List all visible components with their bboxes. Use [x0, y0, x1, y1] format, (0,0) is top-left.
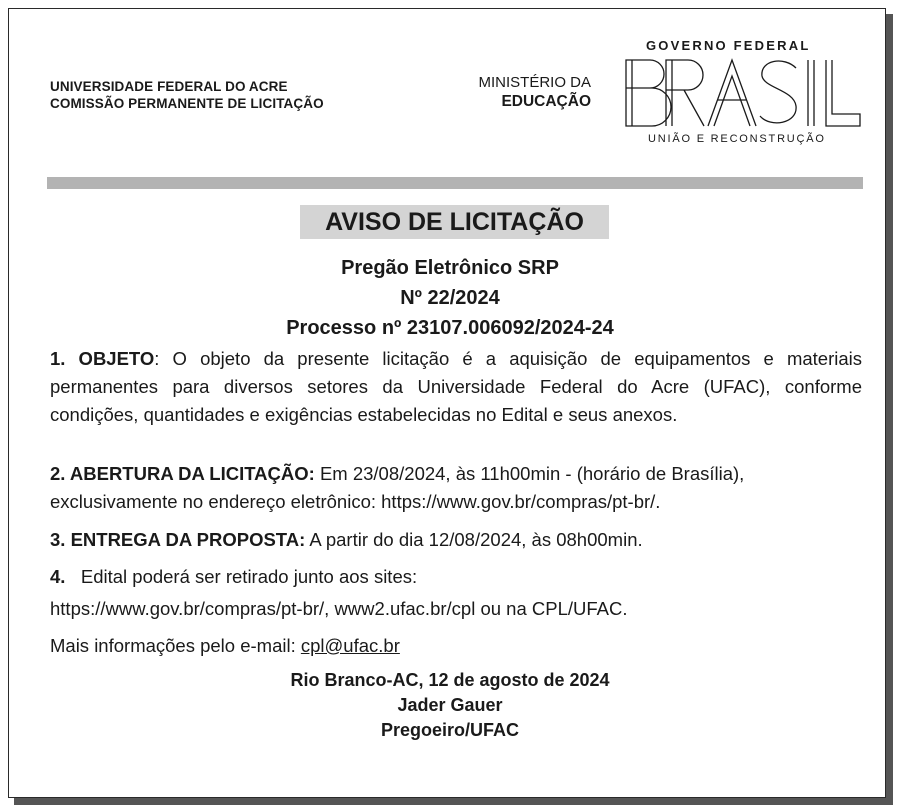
signature-role: Pregoeiro/UFAC	[380, 720, 520, 740]
item-abertura	[50, 460, 862, 516]
ministry-header	[454, 73, 591, 111]
item-abertura-label: 2. ABERTURA DA LICITAÇÃO:	[50, 463, 315, 484]
item-edital	[50, 563, 862, 591]
item-objeto	[50, 345, 862, 429]
item-sites: https://www.gov.br/compras/pt-br/, www2.ufac.br/cpl ou na CPL/UFAC.	[50, 598, 628, 619]
signature-place-date: Rio Branco-AC, 12 de agosto de 2024	[290, 670, 610, 690]
contact-info-text: Mais informações pelo e-mail:	[50, 635, 301, 656]
contact-email-link[interactable]: cpl@ufac.br	[300, 635, 400, 656]
ministry-line2: EDUCAÇÃO	[501, 93, 591, 110]
item-entrega-label: 3. ENTREGA DA PROPOSTA:	[50, 529, 306, 550]
gov-subtitle: UNIÃO E RECONSTRUÇÃO	[648, 133, 826, 145]
header-divider	[47, 177, 863, 189]
frame-shadow-bottom	[14, 797, 893, 805]
signature-name: Jader Gauer	[397, 695, 503, 715]
item-entrega-text: A partir do dia 12/08/2024, às 08h00min.	[305, 529, 643, 550]
ministry-line1: MINISTÉRIO DA	[478, 74, 591, 91]
notice-subtitle-modality: Pregão Eletrônico SRP	[341, 257, 559, 279]
item-abertura-text: Em 23/08/2024, às 11h00min - (horário de Brasília), exclusivamente no endereço eletrônico: https://www.gov.br/compras/pt-br/.	[50, 463, 745, 512]
brasil-logo	[624, 58, 862, 128]
notice-subtitle-process: Processo nº 23107.006092/2024-24	[286, 317, 614, 339]
item-edital-text: Edital poderá ser retirado junto aos sites:	[65, 566, 418, 587]
commission-name: COMISSÃO PERMANENTE DE LICITAÇÃO	[50, 96, 324, 111]
item-objeto-label: 1. OBJETO	[50, 348, 155, 369]
item-entrega	[50, 526, 862, 554]
institution-name: UNIVERSIDADE FEDERAL DO ACRE	[50, 79, 288, 94]
item-edital-label: 4.	[50, 566, 66, 587]
notice-title: AVISO DE LICITAÇÃO	[300, 205, 609, 239]
notice-subtitle-number: Nº 22/2024	[400, 287, 500, 309]
item-objeto-text: : O objeto da presente licitação é a aquisição de equipamentos e materiais permanentes para diversos setores da Universidade Federal do Acre (UFAC), conforme condições, quantidades e exigências estabelecidas no Edital e seus anexos.	[50, 348, 862, 425]
gov-title: GOVERNO FEDERAL	[646, 38, 811, 53]
institution-header	[50, 78, 324, 112]
contact-info	[50, 632, 862, 660]
